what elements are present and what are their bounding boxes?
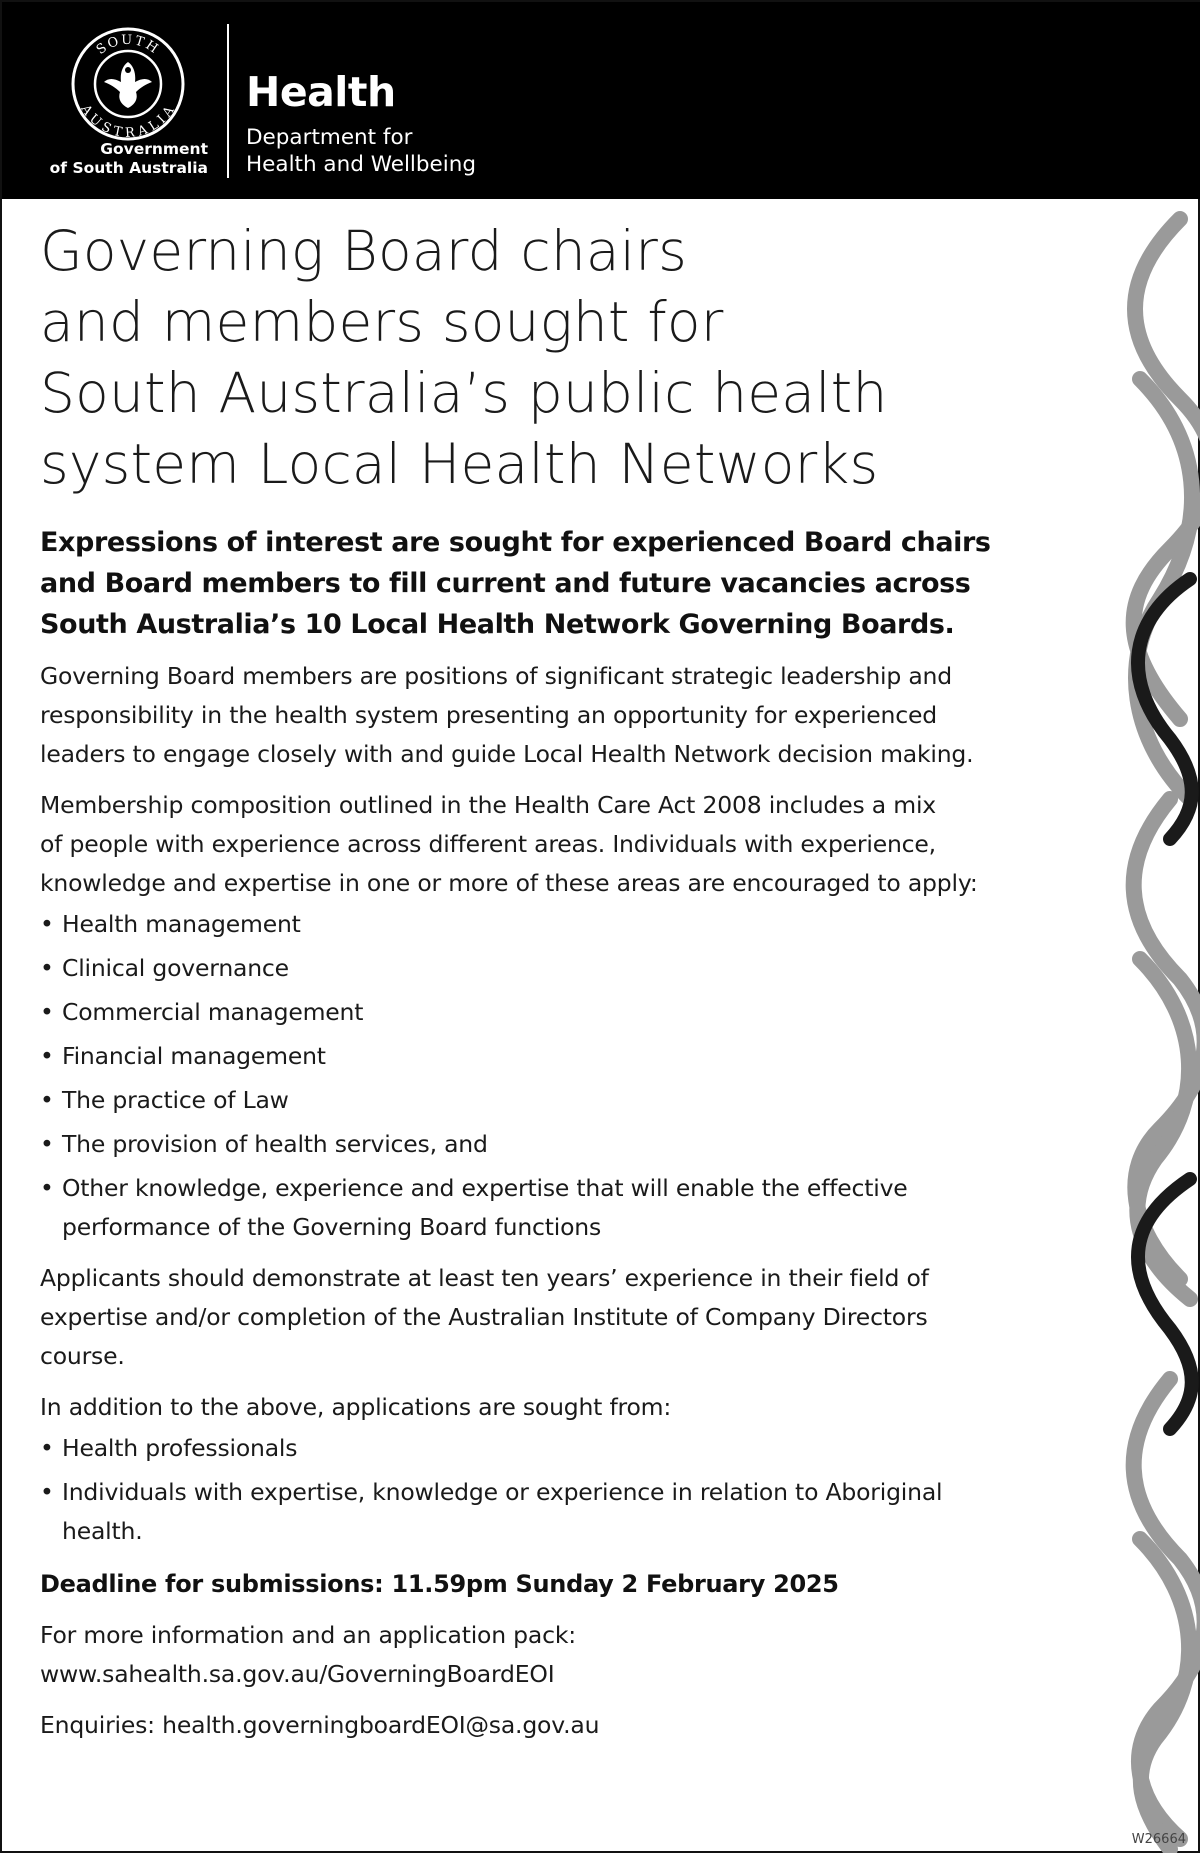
list-item: [40, 1169, 1100, 1247]
list-item: [40, 1037, 1100, 1076]
crest-text-top: SOUTH: [93, 32, 162, 58]
bullet-icon: •: [40, 910, 54, 938]
lead-line: and Board members to fill current and future vacancies across: [40, 568, 971, 599]
list-item-text: performance of the Governing Board functions: [62, 1213, 602, 1241]
bullet-icon: •: [40, 1174, 54, 1202]
header-banner: [2, 2, 1200, 199]
list-item-text: Clinical governance: [62, 954, 289, 982]
bullet-icon: •: [40, 1086, 54, 1114]
paragraph-line: Membership composition outlined in the Health Care Act 2008 includes a mix: [40, 791, 936, 819]
paragraph-line: course.: [40, 1342, 125, 1370]
list-item: [40, 949, 1100, 988]
experience-requirement-paragraph: [40, 1259, 1100, 1376]
paragraph-line: leaders to engage closely with and guide Local Health Network decision making.: [40, 740, 974, 768]
list-item: [40, 993, 1100, 1032]
header-divider: [227, 24, 229, 178]
list-item-text: Individuals with expertise, knowledge or experience in relation to Aboriginal: [62, 1478, 943, 1506]
reference-code: W26664: [1131, 1832, 1186, 1847]
bullet-icon: •: [40, 1478, 54, 1506]
list-item-text: health.: [62, 1517, 143, 1545]
paragraph-line: Applicants should demonstrate at least ten years’ experience in their field of: [40, 1264, 929, 1292]
bullet-icon: •: [40, 954, 54, 982]
crest-text-bottom: AUSTRALIA: [77, 102, 179, 142]
membership-composition-paragraph: [40, 786, 1100, 903]
gov-label-line2: of South Australia: [49, 159, 208, 177]
headline-line: system Local Health Networks: [40, 432, 879, 496]
application-pack-link[interactable]: www.sahealth.sa.gov.au/GoverningBoardEOI: [40, 1660, 555, 1688]
bullet-icon: •: [40, 1434, 54, 1462]
paragraph-line: In addition to the above, applications are sought from:: [40, 1393, 672, 1421]
submission-deadline: Deadline for submissions: 11.59pm Sunday 2 February 2025: [40, 1570, 839, 1598]
more-information: [40, 1616, 1100, 1694]
additional-applicants-list: [40, 1429, 1100, 1551]
department-line1: Department for: [246, 125, 413, 150]
bullet-icon: •: [40, 1130, 54, 1158]
list-item-text: The practice of Law: [62, 1086, 289, 1114]
headline-line: Governing Board chairs: [40, 219, 687, 283]
headline-line: and members sought for: [40, 290, 724, 354]
piping-shrike-emblem: [104, 62, 152, 108]
advertisement-body: [40, 216, 1100, 1745]
svg-text:SOUTH: [94, 33, 162, 58]
list-item-text: The provision of health services, and: [62, 1130, 488, 1158]
department-line2: Health and Wellbeing: [246, 152, 477, 177]
enquiries-contact: [40, 1706, 1100, 1745]
list-item-text: Other knowledge, experience and expertise that will enable the effective: [62, 1174, 908, 1202]
paragraph-line: expertise and/or completion of the Australian Institute of Company Directors: [40, 1303, 928, 1331]
sa-government-crest-logo: [70, 26, 186, 142]
board-description-paragraph: [40, 657, 1100, 774]
paragraph-line: knowledge and expertise in one or more of these areas are encouraged to apply:: [40, 869, 978, 897]
list-item-text: Commercial management: [62, 998, 364, 1026]
enquiries-email[interactable]: Enquiries: health.governingboardEOI@sa.gov.au: [40, 1711, 600, 1739]
health-title: Health: [246, 68, 396, 116]
expertise-areas-list: [40, 905, 1100, 1247]
list-item: [40, 905, 1100, 944]
headline-line: South Australia’s public health: [40, 361, 888, 425]
paragraph-line: responsibility in the health system presenting an opportunity for experienced: [40, 701, 937, 729]
more-info-text: For more information and an application pack:: [40, 1621, 576, 1649]
list-item-text: Health professionals: [62, 1434, 298, 1462]
list-item: [40, 1081, 1100, 1120]
decorative-ribbon-graphic: [1110, 199, 1200, 1853]
list-item-text: Health management: [62, 910, 301, 938]
list-item: [40, 1125, 1100, 1164]
gov-label-line1: Government: [100, 140, 208, 158]
lead-line: South Australia’s 10 Local Health Network Governing Boards.: [40, 609, 955, 640]
lead-paragraph: [40, 522, 1100, 645]
paragraph-line: of people with experience across different areas. Individuals with experience,: [40, 830, 936, 858]
department-name: [246, 124, 476, 178]
bullet-icon: •: [40, 1042, 54, 1070]
list-item: [40, 1473, 1100, 1551]
paragraph-line: Governing Board members are positions of significant strategic leadership and: [40, 662, 952, 690]
government-of-south-australia-label: [32, 140, 208, 178]
list-item: [40, 1429, 1100, 1468]
bullet-icon: •: [40, 998, 54, 1026]
additional-applicants-intro: [40, 1388, 1100, 1427]
lead-line: Expressions of interest are sought for experienced Board chairs: [40, 527, 991, 558]
list-item-text: Financial management: [62, 1042, 326, 1070]
headline: [40, 216, 1100, 500]
